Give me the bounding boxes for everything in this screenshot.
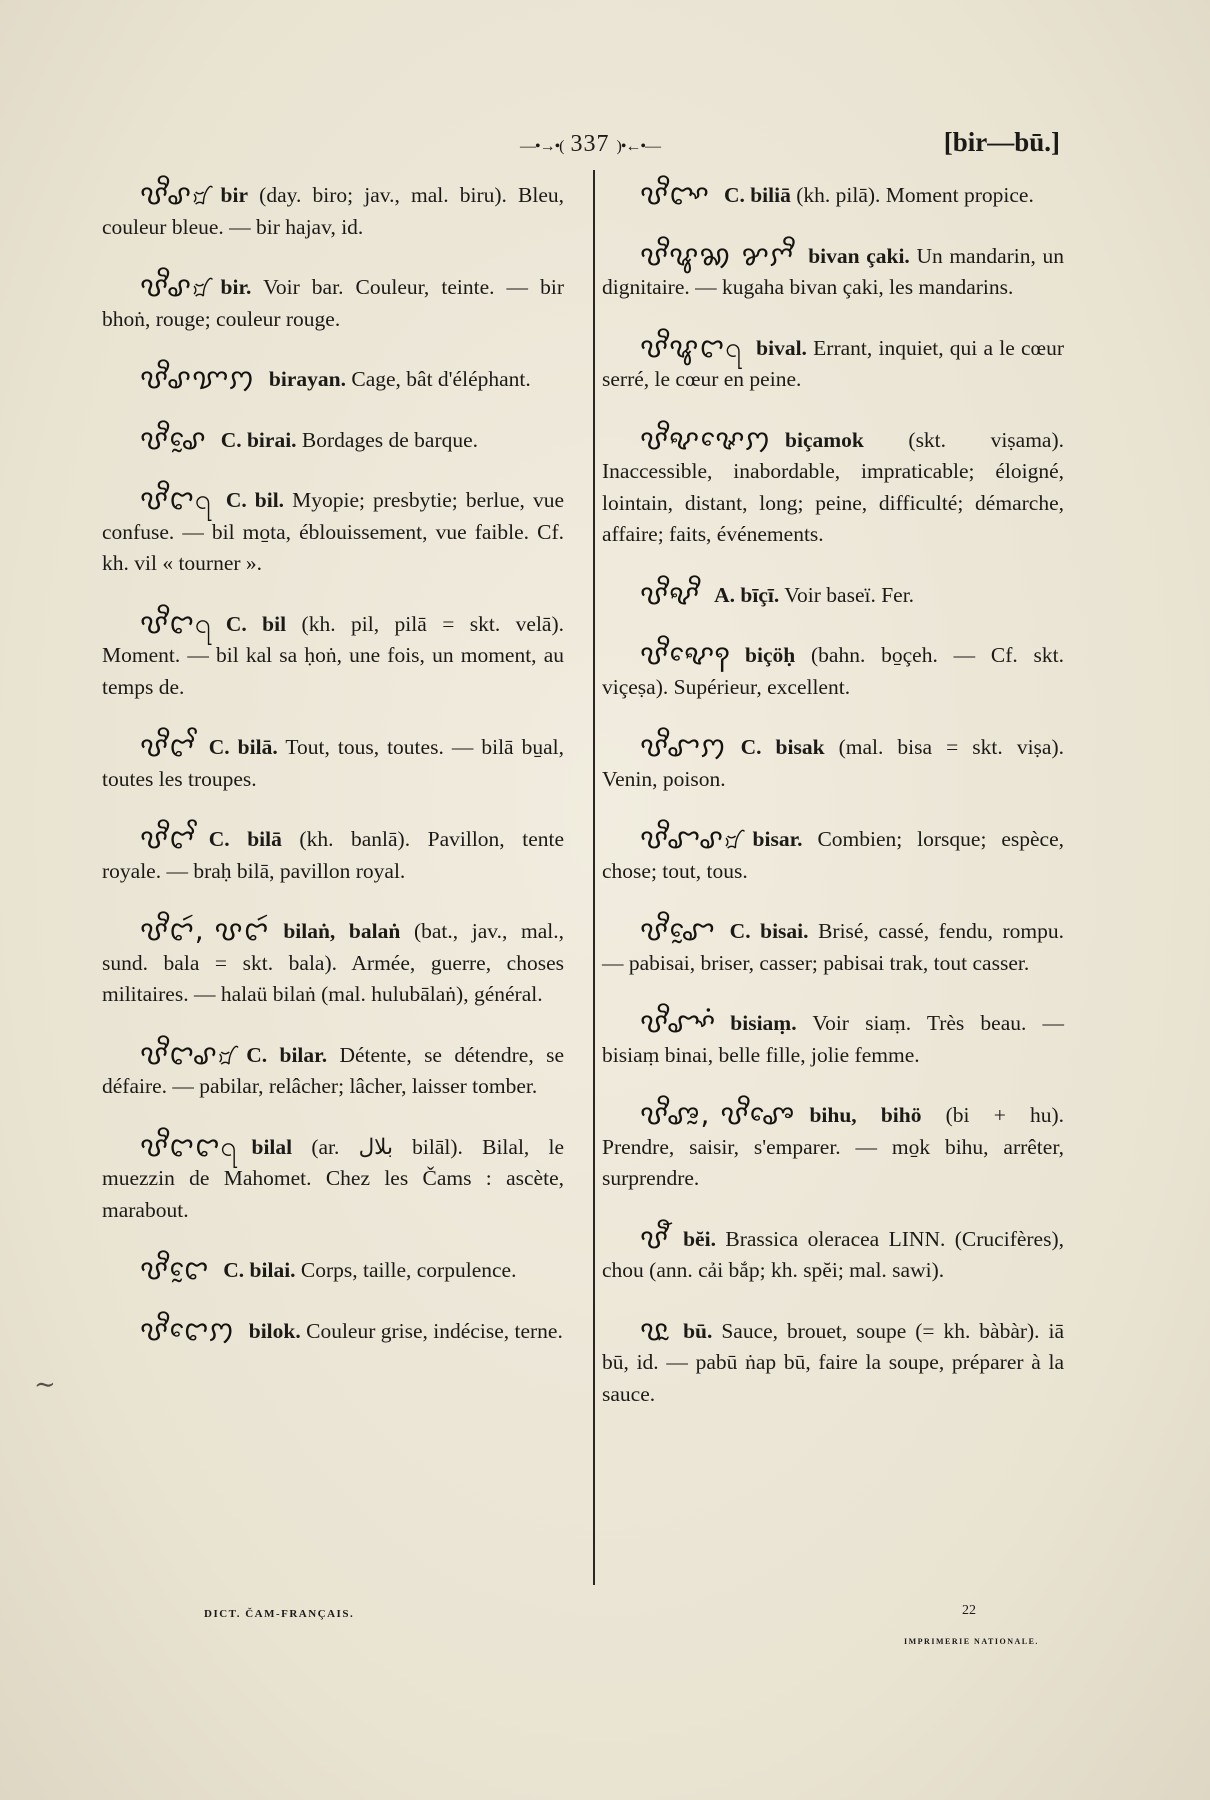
dictionary-entry [602, 1221, 1065, 1287]
entry-definition: Combien; lorsque; espèce, chose; tout, tous. [602, 827, 1064, 883]
cham-script-word: ꨝꨪꨤꩃ, ꨝꨤꩃ [140, 914, 270, 947]
dictionary-entry [602, 732, 1064, 795]
entry-headword: bilal [251, 1134, 293, 1159]
dictionary-entry [602, 422, 1065, 551]
entry-definition: Détente, se détendre, se défaire. — pabilar, relâcher; lâcher, laisser tomber. [102, 1042, 565, 1098]
entry-definition: Bordages de barque. [301, 427, 479, 452]
cham-script-word: ꨝꨪꨤꨩ [140, 822, 195, 855]
entry-headword: bū. [683, 1318, 713, 1343]
entry-headword: C. bisai. [729, 919, 809, 943]
cham-script-word: ꨝꨪꨤꨤ꩹ [140, 1129, 238, 1163]
entry-definition: Corps, taille, corpulence. [300, 1258, 517, 1282]
entry-headword: biçamok [785, 427, 864, 452]
dictionary-entry [602, 916, 1064, 979]
cham-script-word: ꨝꨪꨣꨢꩀ [140, 362, 255, 395]
entry-headword: C. bilar. [246, 1042, 328, 1067]
entry-definition: Un mandarin, un dignitaire. — kugaha bivan çaki, les mandarins. [602, 243, 1065, 299]
cham-script-word: ꨝꨪꨧꨰ [640, 914, 716, 947]
cham-script-word: ꨝꨪꨧꩀ [640, 730, 727, 763]
entry-definition: Sauce, brouet, soupe (= kh. bàbàr). iā bū, id. — pabū ṅap bū, faire la soupe, préparer à la sauce. [602, 1318, 1064, 1406]
dictionary-entry [602, 824, 1064, 887]
cham-script-word: ꨝꨪꨤꨰ [140, 1253, 210, 1286]
dictionary-entry [102, 180, 564, 243]
entry-definition: (skt. viṣama). Inaccessible, inabordable, impraticable; éloigné, lointain, distant, long; peine, difficulté; démarche, affaire; faits, événements. [602, 427, 1065, 546]
dictionary-entry [102, 916, 564, 1011]
entry-headword: C. bisak [740, 735, 825, 759]
entry-definition: Voir siaṃ. Très beau. — bisiaṃ binai, belle fille, jolie femme. [602, 1011, 1064, 1067]
cham-script-word: ꨝꨪꨣ꩸ [140, 178, 207, 211]
dictionary-entry [102, 1129, 564, 1227]
entry-headword: bisiaṃ. [730, 1011, 797, 1035]
entry-definition: Couleur grise, indécise, terne. [306, 1318, 563, 1343]
dictionary-entry [102, 824, 564, 887]
dictionary-entry [102, 1255, 564, 1287]
dictionary-entry [602, 1313, 1064, 1411]
entry-definition: Tout, tous, toutes. — bilā bu̱al, toutes les troupes. [102, 735, 564, 791]
entry-headword: C. bilā. [208, 735, 278, 759]
cham-script-word: ꨝꨪꨤꨯꩀ [140, 1313, 235, 1347]
entry-definition: Brisé, cassé, fendu, rompu. — pabisai, briser, casser; pabisai trak, tout casser. [602, 919, 1064, 975]
entry-definition: (kh. pil, pilā = skt. velā). Moment. — bil kal sa ḥoṅ, une fois, un moment, au temps de. [102, 611, 564, 699]
dictionary-entry [102, 272, 564, 335]
entry-headword: bisar. [752, 827, 803, 851]
entry-headword: bival. [756, 335, 807, 360]
dictionary-entry [102, 1313, 564, 1348]
ornament-left: —•→•( [519, 138, 564, 155]
entry-headword: C. birai. [220, 427, 297, 452]
entry-headword: bĕi. [683, 1226, 716, 1251]
dictionary-entry [602, 640, 1064, 703]
headword-range: [bir—bū.] [943, 127, 1060, 157]
page-number-header [470, 131, 710, 158]
ornament-right: )•←•— [616, 138, 661, 155]
entry-headword: C. bilai. [223, 1258, 296, 1282]
column-divider [593, 170, 595, 1585]
dictionary-entry [602, 238, 1065, 304]
entry-headword: A. bīçī. [714, 582, 780, 607]
cham-script-word: ꨝꨪꨤꨩ [140, 730, 195, 763]
entry-headword: bilok. [248, 1318, 301, 1343]
cham-script-word: ꨝꨪꨣ꩸ [140, 270, 207, 303]
entry-headword: bivan çaki. [808, 243, 910, 268]
printer-imprint: IMPRIMERIE NATIONALE. [904, 1637, 1039, 1646]
entry-definition: (kh. banlā). Pavillon, tente royale. — braḥ bilā, pavillon royal. [102, 827, 564, 883]
entry-headword: C. biliā [723, 183, 791, 207]
cham-script-word: ꨝꨪꨦꨟꨯꩀ [640, 422, 772, 456]
dictionary-entry [102, 606, 564, 704]
dictionary-entry [602, 1100, 1064, 1195]
entry-headword: bir. [220, 275, 252, 299]
cham-script-word: ꨝꨪꨤ꩹ [140, 606, 212, 640]
signature-mark: 22 [962, 1603, 976, 1618]
cham-script-word: ꨝꨪꨥꩆ ꨌꨆꨪ [640, 238, 795, 272]
cham-script-word: ꨝꨪꨦꨯꩍ [640, 638, 732, 671]
entry-headword: bilaṅ, balaṅ [283, 919, 401, 943]
dictionary-entry [102, 485, 564, 580]
entry-definition: Voir bar. Couleur, teinte. — bir bhoṅ, rouge; couleur rouge. [102, 275, 564, 331]
cham-script-word: ꨝꨪꨧꨣ꩸ [640, 822, 739, 855]
cham-script-word: ꨝꨪꨤꨳ [640, 178, 710, 211]
dictionary-entry [602, 577, 1064, 612]
entry-definition: Myopie; presbytie; berlue, vue confuse. — bil mo̱ta, éblouissement, vue faible. Cf. kh. vil « tourner ». [102, 488, 564, 575]
cham-script-word: ꨝꨪꨦꨪ [640, 577, 701, 611]
entry-headword: biçöḥ [745, 643, 796, 667]
entry-definition: (mal. bisa = skt. viṣa). Venin, poison. [602, 735, 1064, 791]
cham-script-word: ꨝꨭ [640, 1313, 670, 1347]
dictionary-entry [102, 1037, 565, 1103]
entry-headword: C. bil [225, 611, 287, 636]
dictionary-entry [602, 180, 1064, 212]
entry-headword: C. bil. [225, 488, 285, 512]
entry-definition: Voir baseï. Fer. [784, 582, 915, 607]
footer-title: DICT. ČAM-FRANÇAIS. [204, 1608, 355, 1620]
dictionary-entry [602, 330, 1064, 396]
entry-definition: (kh. pilā). Moment propice. [796, 183, 1034, 207]
cham-script-word: ꨝꨬ [640, 1221, 670, 1255]
cham-script-word: ꨝꨪꨧꨳꩌ [640, 1006, 717, 1039]
entry-definition: (bat., jav., mal., sund. bala = skt. bala). Armée, guerre, choses militaires. — halaü bilaṅ (mal. hulubālaṅ), général. [102, 919, 565, 1006]
dictionary-entry [102, 364, 564, 396]
entry-headword: bir [220, 183, 249, 207]
entry-definition: (ar. بلال bilāl). Bilal, le muezzin de Mahomet. Chez les Čams : ascète, marabout. [102, 1134, 564, 1222]
right-column [602, 180, 1064, 1410]
dictionary-entry [102, 732, 564, 795]
dictionary-entry [602, 1008, 1064, 1071]
dictionary-entry [102, 422, 564, 457]
page-number: 337 [570, 131, 610, 157]
entry-headword: birayan. [268, 367, 346, 391]
entry-headword: C. bilā [208, 827, 282, 851]
entry-definition: Errant, inquiet, qui a le cœur serré, le cœur en peine. [602, 335, 1064, 391]
cham-script-word: ꨝꨪꨤꨣ꩸ [140, 1037, 233, 1071]
entry-definition: Cage, bât d'éléphant. [351, 367, 531, 391]
cham-script-word: ꨝꨪꨨꨭ, ꨝꨪꨨꨯ [640, 1098, 796, 1131]
entry-headword: bihu, bihö [809, 1103, 922, 1127]
left-column [102, 180, 564, 1347]
entry-definition: (bahn. bo̱çeh. — Cf. skt. viçeṣa). Supérieur, excellent. [602, 643, 1064, 699]
margin-mark: ∼ [34, 1370, 56, 1399]
cham-script-word: ꨝꨪꨣꨰ [140, 422, 207, 456]
cham-script-word: ꨝꨪꨤ꩹ [140, 483, 212, 516]
entry-definition: Brassica oleracea LINN. (Crucifères), chou (ann. cải bắp; kh. spĕi; mal. sawi). [602, 1226, 1065, 1282]
entry-definition: (day. biro; jav., mal. biru). Bleu, couleur bleue. — bir hajav, id. [102, 183, 565, 239]
cham-script-word: ꨝꨪꨥꨤ꩹ [640, 330, 743, 364]
entry-definition: (bi + hu). Prendre, saisir, s'emparer. — mo̱k bihu, arrêter, surprendre. [602, 1103, 1065, 1190]
